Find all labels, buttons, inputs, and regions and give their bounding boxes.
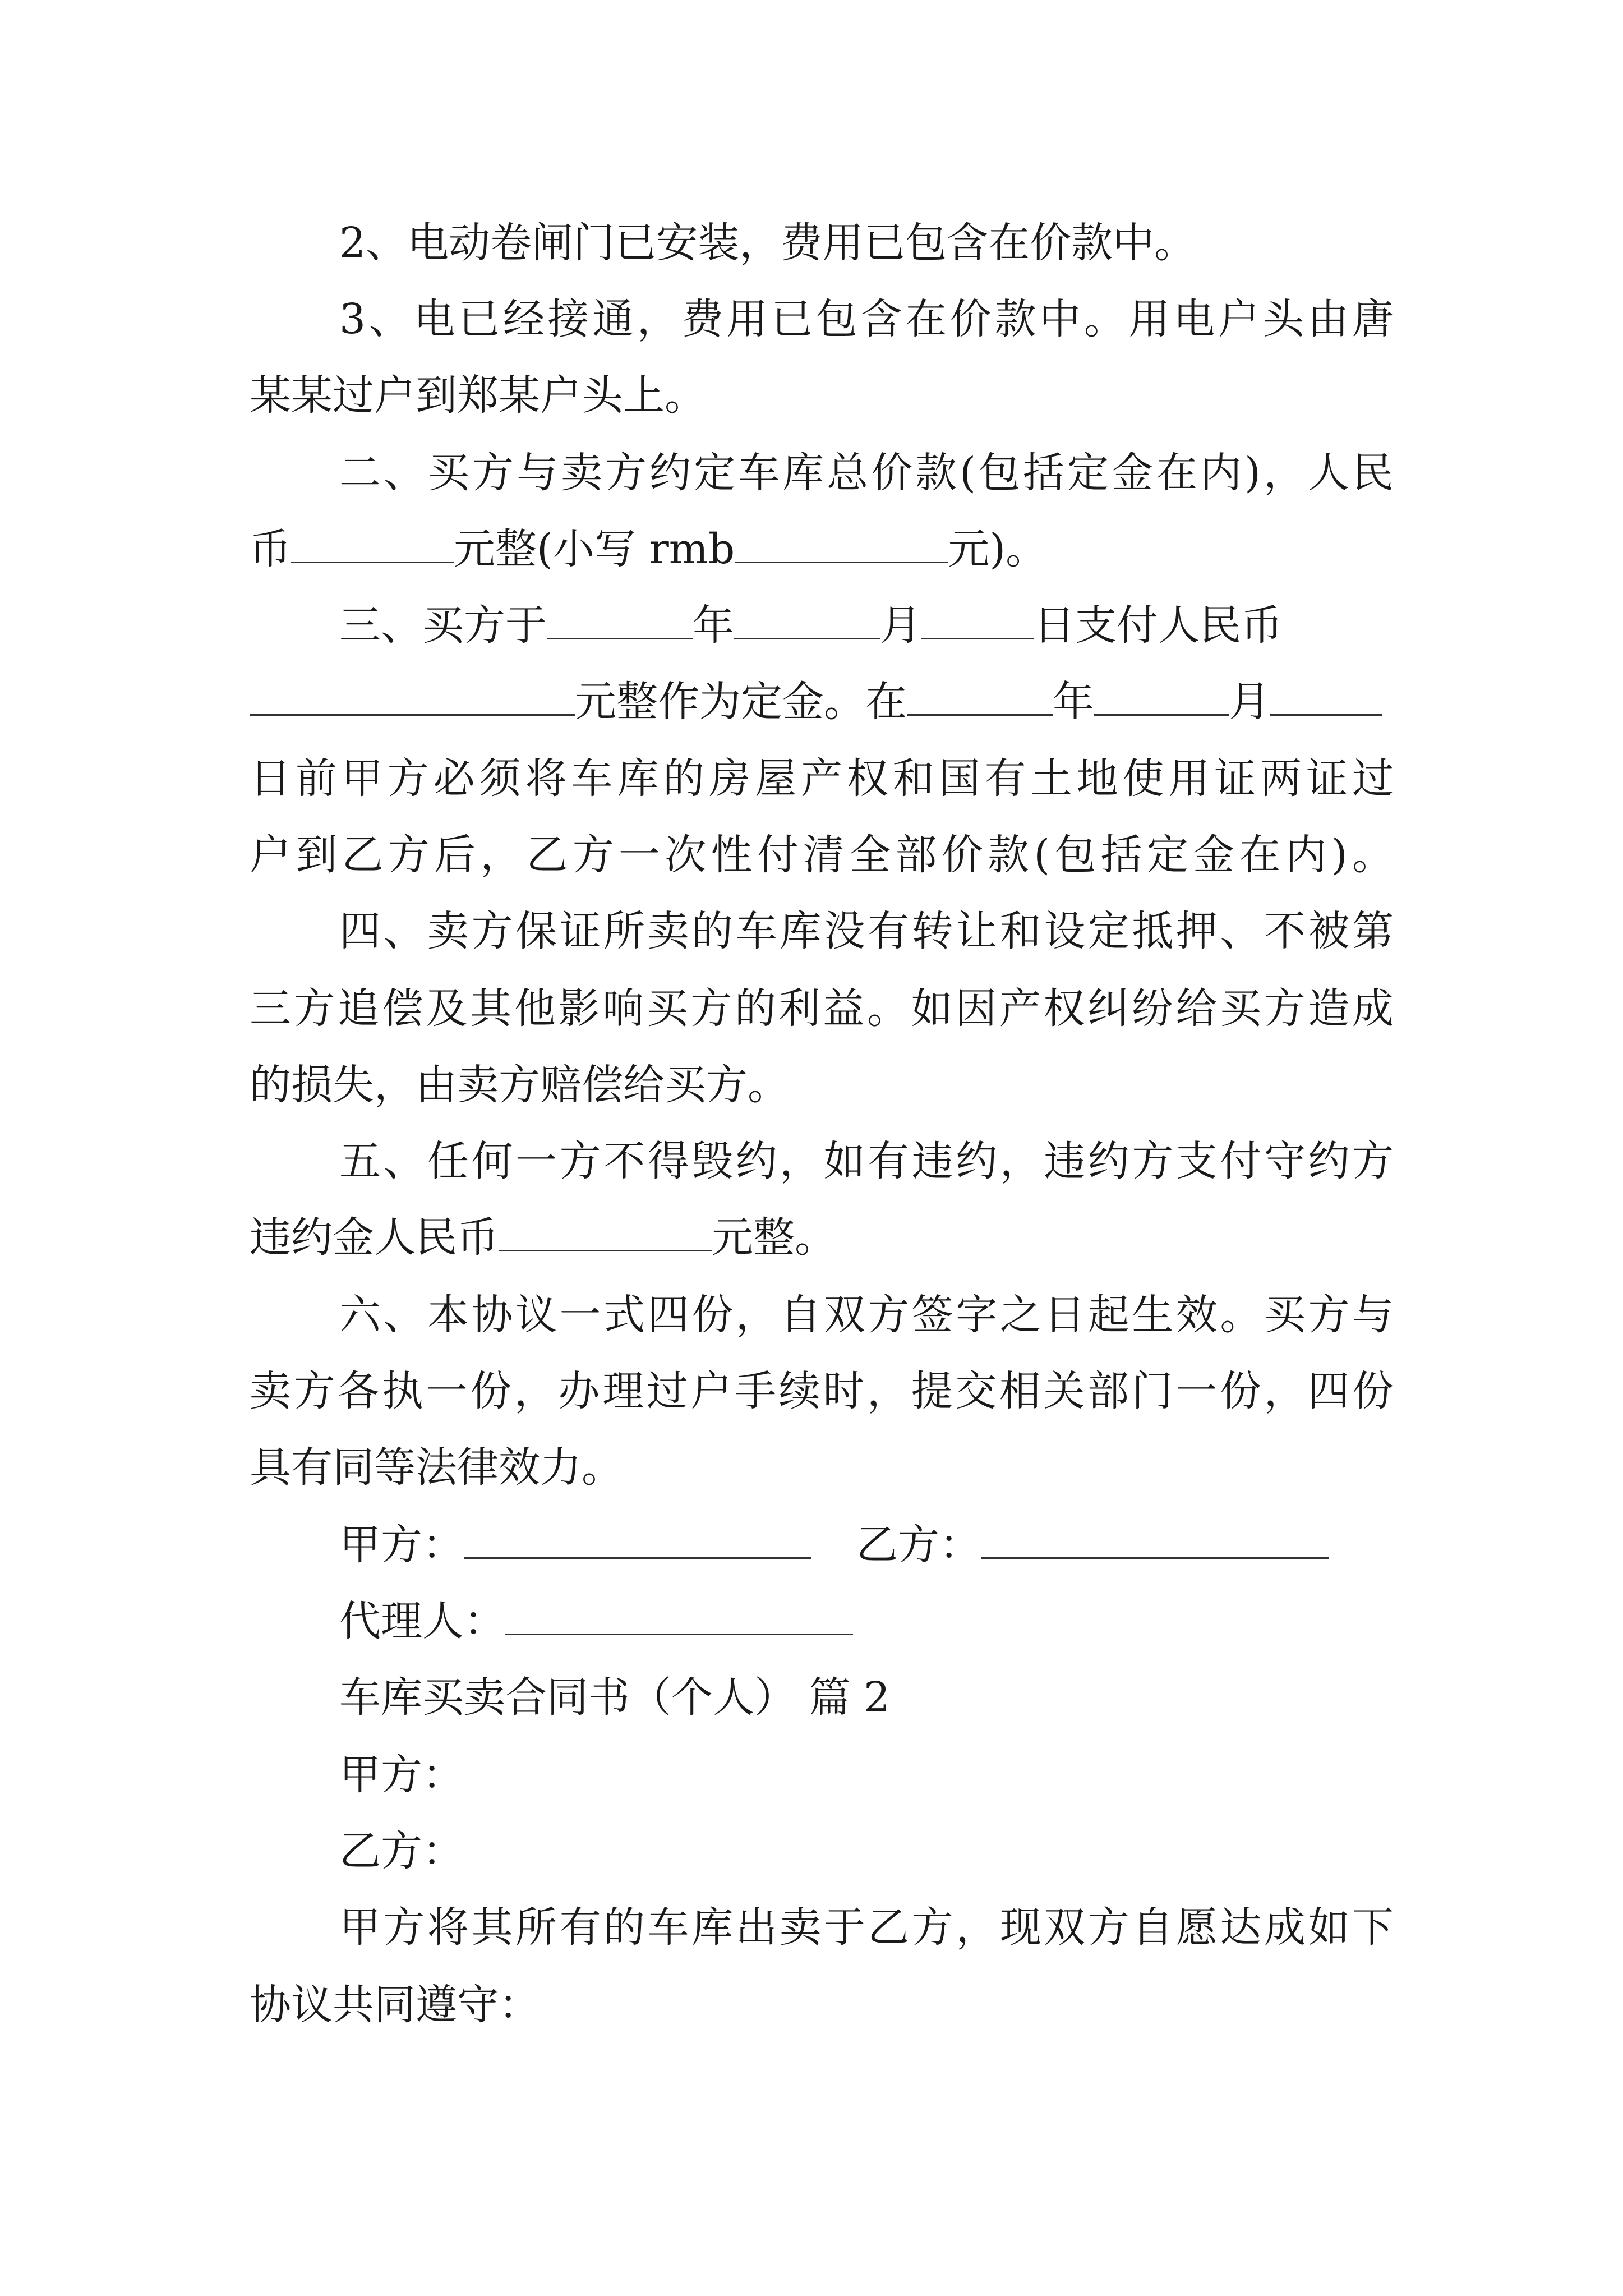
clause-3-line-1: 3、电已经接通，费用已包含在价款中。用电户头由唐 bbox=[339, 295, 1394, 343]
section-5-line-1: 五、任何一方不得毁约，如有违约，违约方支付守约方 bbox=[339, 1137, 1394, 1185]
text-segment: 违约金人民币 bbox=[250, 1213, 499, 1262]
party-a-line: 甲方： bbox=[339, 1751, 464, 1799]
section-4-line-3: 的损失，由卖方赔偿给买方。 bbox=[250, 1061, 789, 1109]
text-segment: 元整。 bbox=[712, 1213, 836, 1262]
blank-line bbox=[1094, 677, 1229, 716]
blank-line bbox=[1270, 677, 1382, 716]
clause-3-line-2: 某某过户到郑某户头上。 bbox=[250, 371, 706, 420]
text-segment: 年 bbox=[693, 601, 734, 650]
agent-blank bbox=[505, 1596, 853, 1635]
section-3-line-2 bbox=[250, 671, 1394, 733]
blank-line bbox=[907, 677, 1053, 716]
text-segment: 币 bbox=[250, 525, 291, 573]
agreement-intro-line-1: 甲方将其所有的车库出卖于乙方，现双方自愿达成如下 bbox=[339, 1903, 1394, 1952]
text-segment: 年 bbox=[1053, 678, 1094, 726]
section-6-line-1: 六、本协议一式四份，自双方签字之日起生效。买方与 bbox=[339, 1291, 1394, 1339]
section-heading: 车库买卖合同书（个人） 篇 2 bbox=[339, 1673, 891, 1722]
text-segment: 元)。 bbox=[948, 525, 1048, 573]
text-segment: 三、买方于 bbox=[339, 601, 547, 650]
section-6-line-3: 具有同等法律效力。 bbox=[250, 1443, 623, 1492]
section-3-line-1 bbox=[339, 595, 1394, 656]
blank-line bbox=[547, 601, 693, 639]
party-b-line: 乙方： bbox=[339, 1827, 464, 1875]
text-segment: 月 bbox=[1229, 678, 1270, 726]
agent-label: 代理人： bbox=[339, 1597, 505, 1645]
party-b-label: 乙方： bbox=[856, 1521, 981, 1569]
text-segment: 日支付人民币 bbox=[1034, 601, 1283, 650]
party-a-blank bbox=[464, 1520, 811, 1559]
section-3-line-3: 日前甲方必须将车库的房屋产权和国有土地使用证两证过 bbox=[250, 754, 1394, 803]
party-b-blank bbox=[981, 1520, 1329, 1559]
section-6-line-2: 卖方各执一份，办理过户手续时，提交相关部门一份，四份 bbox=[250, 1367, 1394, 1415]
section-2-line-1: 二、买方与卖方约定车库总价款(包括定金在内)，人民 bbox=[339, 449, 1394, 497]
blank-line bbox=[250, 677, 575, 716]
signature-line-parties bbox=[339, 1514, 1394, 1576]
party-a-label: 甲方： bbox=[339, 1521, 464, 1569]
section-5-line-2 bbox=[250, 1207, 1394, 1268]
section-2-line-2 bbox=[250, 518, 1394, 580]
clause-2-line: 2、电动卷闸门已安装，费用已包含在价款中。 bbox=[339, 219, 1196, 267]
signature-line-agent bbox=[339, 1590, 1394, 1652]
text-segment: 元整作为定金。在 bbox=[575, 678, 907, 726]
blank-line bbox=[291, 524, 454, 563]
blank-line bbox=[921, 601, 1034, 639]
text-segment: 元整(小写 rmb bbox=[454, 525, 735, 573]
blank-line bbox=[499, 1213, 712, 1251]
blank-line bbox=[735, 524, 948, 563]
agreement-intro-line-2: 协议共同遵守： bbox=[250, 1981, 540, 2029]
section-4-line-2: 三方追偿及其他影响买方的利益。如因产权纠纷给买方造成 bbox=[250, 984, 1394, 1033]
section-3-line-4: 户到乙方后，乙方一次性付清全部价款(包括定金在内)。 bbox=[250, 831, 1394, 879]
section-4-line-1: 四、卖方保证所卖的车库没有转让和设定抵押、不被第 bbox=[339, 907, 1394, 955]
text-segment: 月 bbox=[880, 601, 921, 650]
blank-line bbox=[734, 601, 880, 639]
